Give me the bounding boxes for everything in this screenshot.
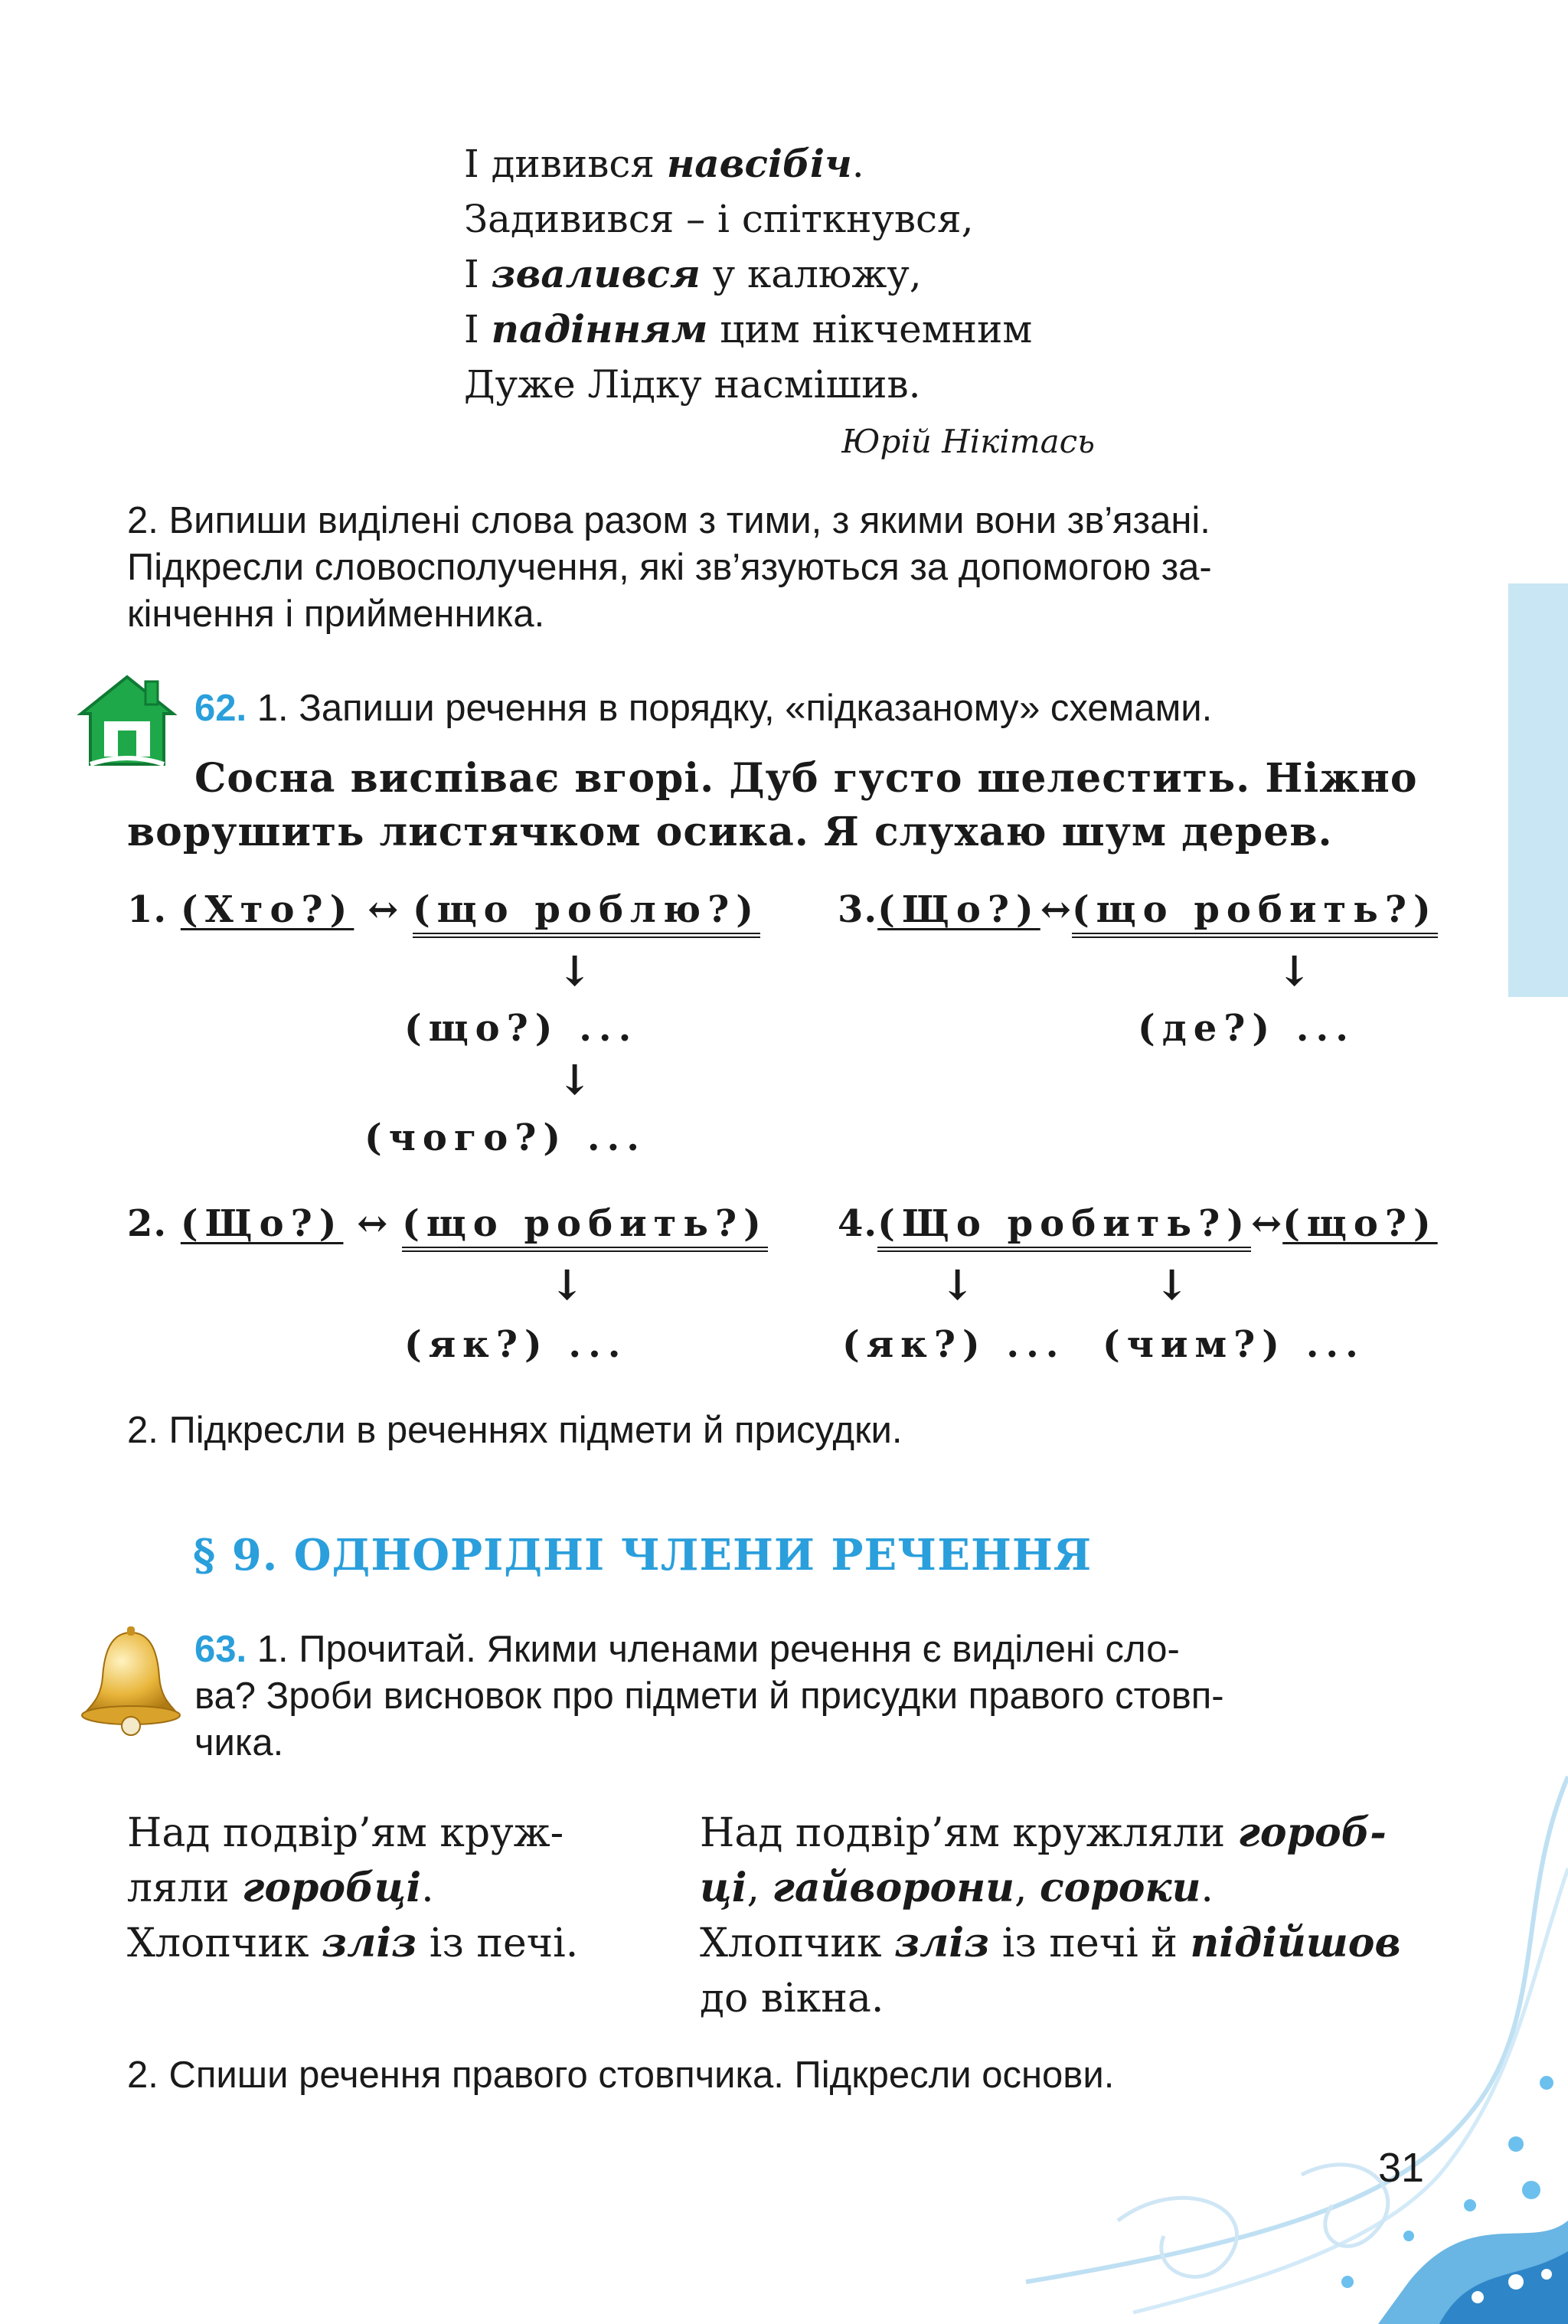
scheme-2-q1: (як?) ... bbox=[404, 1323, 628, 1366]
scheme-subject: (Що?) bbox=[180, 1202, 344, 1245]
poem-line-4: І падінням цим нікчемним bbox=[464, 306, 1033, 351]
arrow-down-icon: ↓ bbox=[557, 1055, 593, 1104]
left-line-2: ляли горобці. bbox=[127, 1865, 434, 1911]
ex63-instruction-line-2: ва? Зроби висновок про підмети й присудки правого стовп- bbox=[194, 1675, 1224, 1717]
page-number: 31 bbox=[1378, 2145, 1425, 2191]
scheme-predicate: (Що робить?) bbox=[877, 1202, 1251, 1252]
scheme-4: 4.(Що робить?)↔(що?) bbox=[838, 1202, 1438, 1245]
section-title: § 9. ОДНОРІДНІ ЧЛЕНИ РЕЧЕННЯ bbox=[193, 1530, 1093, 1580]
ex62-text bbox=[127, 752, 1418, 859]
scheme-predicate: (що роблю?) bbox=[413, 888, 760, 938]
scheme-subject: (Що?) bbox=[877, 888, 1040, 931]
left-line-1: Над подвір’ям круж- bbox=[127, 1810, 564, 1856]
scheme-predicate: (що робить?) bbox=[1072, 888, 1438, 938]
scheme-1: 1. (Хто?) ↔ (що роблю?) bbox=[127, 888, 760, 931]
ex62-instruction-text: 1. Запиши речення в порядку, «підказаному» схемами. bbox=[256, 688, 1213, 729]
poem bbox=[464, 136, 1032, 412]
arrow-down-icon: ↓ bbox=[940, 1260, 975, 1309]
arrow-down-icon: ↓ bbox=[1155, 1260, 1190, 1309]
left-line-3: Хлопчик зліз із печі. bbox=[127, 1920, 579, 1966]
right-line-4: до вікна. bbox=[700, 1976, 884, 2022]
ex63-instruction-line-1: 63. 1. Прочитай. Якими членами речення є виділені сло- bbox=[194, 1629, 1180, 1670]
task-61-part-2 bbox=[127, 498, 1444, 638]
poem-line-2: Задивився – і спіткнувся, bbox=[464, 197, 974, 241]
poem-line-1: І дивився навсібіч. bbox=[464, 141, 864, 186]
scheme-3: 3.(Що?)↔(що робить?) bbox=[838, 888, 1438, 931]
link-arrow: ↔ bbox=[1040, 888, 1072, 931]
poem-line-3: І звалився у калюжу, bbox=[464, 251, 922, 296]
arrow-down-icon: ↓ bbox=[550, 1260, 585, 1309]
floral-ornament bbox=[980, 1746, 1568, 2324]
bell-icon bbox=[74, 1623, 188, 1738]
ex63-left-column bbox=[127, 1806, 578, 1971]
task-line: кінчення і прийменника. bbox=[127, 593, 545, 635]
ex63-number: 63. bbox=[194, 1629, 247, 1670]
task-line: 2. Випиши виділені слова разом з тими, з якими вони зв’язані. bbox=[127, 500, 1210, 541]
scheme-2: 2. (Що?) ↔ (що робить?) bbox=[127, 1202, 768, 1245]
ex62-task-2: 2. Підкресли в реченнях підмети й присудки. bbox=[127, 1410, 903, 1451]
arrow-down-icon: ↓ bbox=[557, 946, 593, 995]
scheme-1-q1: (що?) ... bbox=[404, 1007, 639, 1050]
side-tab bbox=[1508, 583, 1568, 997]
link-arrow: ↔ bbox=[357, 1202, 389, 1245]
poem-line-5: Дуже Лідку насмішив. bbox=[464, 362, 921, 407]
scheme-4-q2: (чим?) ... bbox=[1102, 1323, 1365, 1366]
scheme-1-q2: (чого?) ... bbox=[364, 1116, 646, 1159]
scheme-subject: (що?) bbox=[1282, 1202, 1438, 1245]
link-arrow: ↔ bbox=[368, 888, 400, 931]
scheme-4-q1: (як?) ... bbox=[842, 1323, 1066, 1366]
task-line: Підкресли словосполучення, які зв’язуються за допомогою за- bbox=[127, 547, 1212, 588]
arrow-down-icon: ↓ bbox=[1277, 946, 1312, 995]
ex62-text-line-1: Сосна виспіває вгорі. Дуб густо шелестить. Ніжно bbox=[194, 755, 1418, 802]
ex63-task-2: 2. Спиши речення правого стовпчика. Підкресли основи. bbox=[127, 2054, 1115, 2096]
right-line-3: Хлопчик зліз із печі й підійшов bbox=[700, 1920, 1401, 1966]
poem-author: Юрій Нікітась bbox=[841, 423, 1095, 460]
link-arrow: ↔ bbox=[1250, 1202, 1283, 1245]
scheme-3-q1: (де?) ... bbox=[1138, 1007, 1355, 1050]
scheme-subject: (Хто?) bbox=[180, 888, 354, 931]
ex62-text-line-2: ворушить листячком осика. Я слухаю шум дерев. bbox=[127, 809, 1333, 855]
ex62-instruction bbox=[194, 685, 1212, 732]
right-line-2: ці, гайворони, сороки. bbox=[700, 1865, 1214, 1911]
right-line-1: Над подвір’ям кружляли гороб- bbox=[700, 1809, 1387, 1856]
ex63-instruction-line-3: чика. bbox=[194, 1722, 284, 1763]
ex62-number: 62. bbox=[194, 688, 247, 729]
scheme-predicate: (що робить?) bbox=[402, 1202, 768, 1252]
